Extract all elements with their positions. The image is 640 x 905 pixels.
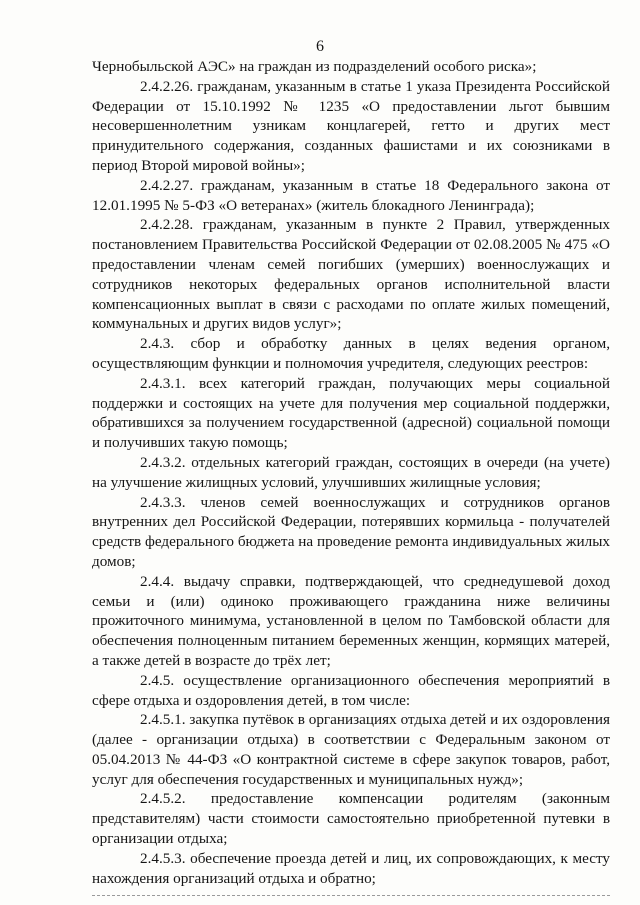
paragraph-2-4-5-2: 2.4.5.2. предоставление компенсации родителям (законным представителям) части стоимости самостоятельно приобретенной путевки в организации отдыха; <box>92 790 610 848</box>
paragraph-2-4-4: 2.4.4. выдачу справки, подтверждающей, что среднедушевой доход семьи и (или) одиноко проживающего гражданина ниже величины прожиточного минимума, установленной в целом по Тамбовской области для обеспечения полноценным питанием беременных женщин, кормящих матерей, а также детей в возрасте до трёх лет; <box>92 572 610 669</box>
paragraph-2-4-5: 2.4.5. осуществление организационного обеспечения мероприятий в сфере отдыха и оздоровления детей, в том числе: <box>92 671 610 709</box>
paragraph-2-4-2-28: 2.4.2.28. гражданам, указанным в пункте 2 Правил, утвержденных постановлением Правительства Российской Федерации от 02.08.2005 № 475 «О предоставлении членам семей погибших (умерших) военнослужащих и сотрудников некоторых федеральных органов исполнительной власти компенсационных выплат в связи с расходами по оплате жилых помещений, коммунальных и других видов услуг»; <box>92 216 610 333</box>
paragraph-2-4-3-3: 2.4.3.3. членов семей военнослужащих и сотрудников органов внутренних дел Российской Федерации, потерявших кормильца - получателей средств федерального бюджета на проведение ремонта индивидуальных жилых домов; <box>92 493 610 570</box>
paragraph-2-4-2-27: 2.4.2.27. гражданам, указанным в статье 18 Федерального закона от 12.01.1995 № 5-ФЗ «О ветеранах» (житель блокадного Ленинграда); <box>92 176 610 214</box>
document-body <box>92 57 610 888</box>
paragraph-2-4-5-1: 2.4.5.1. закупка путёвок в организациях отдыха детей и их оздоровления (далее - организации отдыха) в соответствии с Федеральным законом от 05.04.2013 № 44-ФЗ «О контрактной системе в сфере закупок товаров, работ, услуг для обеспечения государственных и муниципальных нужд»; <box>92 711 610 788</box>
paragraph-continuation: Чернобыльской АЭС» на граждан из подразделений особого риска»; <box>92 58 537 75</box>
page-number: 6 <box>316 38 324 55</box>
paragraph-2-4-5-3: 2.4.5.3. обеспечение проезда детей и лиц, их сопровождающих, к месту нахождения организаций отдыха и обратно; <box>92 849 610 887</box>
paragraph-2-4-3-2: 2.4.3.2. отдельных категорий граждан, состоящих в очереди (на учете) на улучшение жилищных условий, улучшивших жилищные условия; <box>92 453 610 491</box>
paragraph-2-4-3-1: 2.4.3.1. всех категорий граждан, получающих меры социальной поддержки и состоящих на учете для получения мер социальной поддержки, обратившихся за получением государственной (адресной) социальной помощи и получивших такую помощь; <box>92 374 610 452</box>
page-bottom-rule <box>92 895 610 896</box>
paragraph-2-4-2-26: 2.4.2.26. гражданам, указанным в статье 1 указа Президента Российской Федерации от 15.10.1992 № 1235 «О предоставлении льгот бывшим несовершеннолетним узникам концлагерей, гетто и других мест принудительного содержания, созданных фашистами и их союзниками в период Второй мировой войны»; <box>92 77 610 174</box>
paragraph-2-4-3: 2.4.3. сбор и обработку данных в целях ведения органом, осуществляющим функции и полномочия учредителя, следующих реестров: <box>92 335 610 372</box>
